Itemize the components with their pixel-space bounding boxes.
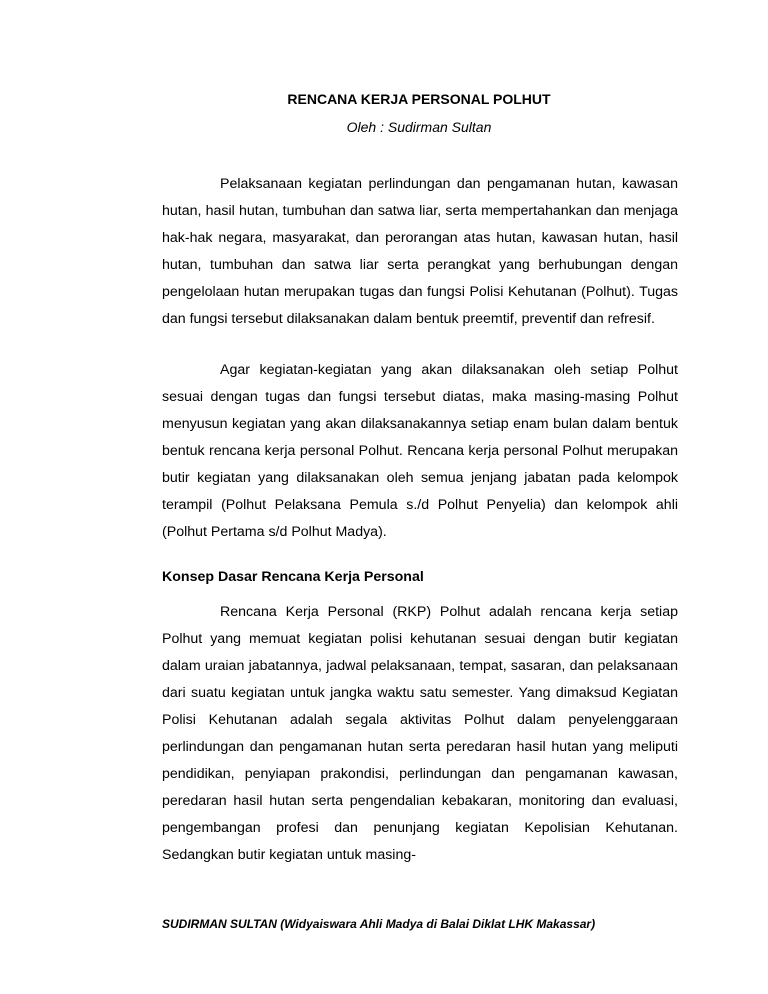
paragraph-purpose: Agar kegiatan-kegiatan yang akan dilaksanakan oleh setiap Polhut sesuai dengan tugas dan fungsi tersebut diatas, maka masing-masing Polhut menyusun kegiatan yang akan dilaksanakannya setiap enam bulan dalam bentuk bentuk rencana kerja personal Polhut. Rencana kerja personal Polhut merupakan butir kegiatan yang dilaksanakan oleh semua jenjang jabatan pada kelompok terampil (Polhut Pelaksana Pemula s./d Polhut Penyelia) dan kelompok ahli (Polhut Pertama s/d Polhut Madya). (162, 362, 678, 540)
paragraph-intro: Pelaksanaan kegiatan perlindungan dan pengamanan hutan, kawasan hutan, hasil hutan, tumbuhan dan satwa liar, serta mempertahankan dan menjaga hak-hak negara, masyarakat, dan perorangan atas hutan, kawasan hutan, hasil hutan, tumbuhan dan satwa liar serta perangkat yang berhubungan dengan pengelolaan hutan merupakan tugas dan fungsi Polisi Kehutanan (Polhut). Tugas dan fungsi tersebut dilaksanakan dalam bentuk preemtif, preventif dan refresif. (162, 176, 678, 327)
paragraph-concept: Rencana Kerja Personal (RKP) Polhut adalah rencana kerja setiap Polhut yang memuat kegiatan polisi kehutanan sesuai dengan butir kegiatan dalam uraian jabatannya, jadwal pelaksanaan, tempat, sasaran, dan pelaksanaan dari suatu kegiatan untuk jangka waktu satu semester. Yang dimaksud Kegiatan Polisi Kehutanan adalah segala aktivitas Polhut dalam penyelenggaraan perlindungan dan pengamanan hutan serta peredaran hasil hutan yang meliputi pendidikan, penyiapan prakondisi, perlindungan dan pengamanan kawasan, peredaran hasil hutan serta pengendalian kebakaran, monitoring dan evaluasi, pengembangan profesi dan penunjang kegiatan Kepolisian Kehutanan. Sedangkan butir kegiatan untuk masing- (162, 604, 678, 863)
document-author: Oleh : Sudirman Sultan (346, 119, 492, 135)
document-title: RENCANA KERJA PERSONAL POLHUT (287, 91, 551, 107)
section-heading: Konsep Dasar Rencana Kerja Personal (162, 569, 424, 585)
page-footer: SUDIRMAN SULTAN (Widyaiswara Ahli Madya di Balai Diklat LHK Makassar) (162, 917, 596, 931)
